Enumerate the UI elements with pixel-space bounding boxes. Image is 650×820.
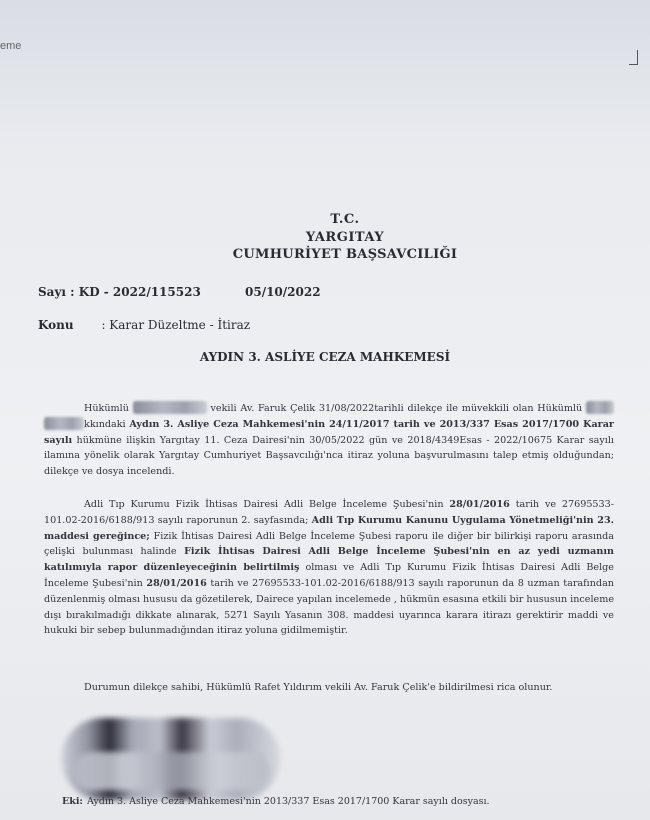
subject-line [38, 318, 250, 332]
subject-label: Konu [38, 318, 74, 332]
subject-value: : Karar Düzeltme - İtiraz [101, 318, 251, 332]
p1-a: Hükümlü [84, 403, 129, 414]
p2-b: 28/01/2016 [449, 499, 510, 510]
header-tc: T.C. [330, 212, 360, 227]
redacted-signature-block-lower [72, 752, 270, 790]
corner-mark [629, 50, 638, 65]
redacted-name [44, 417, 84, 430]
p1-d: Aydın 3. Asliye Ceza Mahkemesi'nin 24/11/2017 tarih ve 2013/337 Esas 2017/1700 Karar sayılı [44, 418, 614, 446]
p2-a: Adli Tıp Kurumu Fizik İhtisas Dairesi Adli Belge İnceleme Şubesi'nin [84, 499, 444, 510]
p2-i: tarih ve 27695533-101.02-2016/6188/913 sayılı raporunun da 8 uzman tarafından düzenlenmiş olması hususu da gözetilerek, Dairece yapılan incelemede , hükmün esasına etkili bir hususun inceleme dışı bırakılmadığı dikkate alınarak, 5271 Sayılı Yasanın 308. maddesi uyarınca karara itirazı gerektirir maddi ve hukuki bir sebep bulunmadığından itiraz yoluna gidilmemiştir. [44, 577, 614, 637]
p2-f: Fizik İhtisas Dairesi Adli Belge İnceleme Şubesi'nin en az yedi uzmanın katılımıyla rapor düzenleyeceğinin belirtilmiş [44, 546, 614, 574]
p1-c: kkındaki [84, 418, 126, 430]
paragraph-3 [44, 680, 614, 696]
paragraph-2 [44, 497, 614, 639]
p2-c: tarih ve 27695533-101.02-2016/6188/913 sayılı raporunun 2. sayfasında; [44, 499, 614, 526]
attachment-label: Eki: [62, 796, 83, 807]
header-yargitay: YARGITAY [305, 230, 385, 245]
attachment-line [62, 796, 490, 807]
p1-e: hükmüne ilişkin Yargıtay 11. Ceza Dairesi'nin 30/05/2022 gün ve 2018/4349Esas - 2022/10675 Karar sayılı ilamına yönelik olarak Yargıtay Cumhuriyet Başsavcılığı'nca itiraz yoluna başvurulmasını talep etmiş olduğundan; dilekçe ve dosya incelendi. [44, 434, 614, 478]
reference-date: 05/10/2022 [245, 285, 321, 299]
paragraph-1 [44, 401, 614, 480]
edge-text-fragment: eme [0, 40, 22, 52]
redacted-name [133, 401, 207, 414]
header-office: CUMHURİYET BAŞSAVCILIĞI [232, 247, 458, 262]
attachment-text: Aydın 3. Asliye Ceza Mahkemesi'nin 2013/337 Esas 2017/1700 Karar sayılı dosyası. [86, 796, 490, 807]
redacted-name [586, 401, 614, 414]
reference-line [38, 285, 321, 299]
p1-b: vekili Av. Faruk Çelik 31/08/2022tarihli dilekçe ile müvekkili olan Hükümlü [210, 403, 583, 414]
p2-g: olması ve Adli Tıp Kurumu Fizik İhtisas Dairesi Adli Belge İnceleme Şubesi'nin [44, 562, 614, 589]
p2-h: 28/01/2016 [146, 577, 207, 589]
reference-number: Sayı : KD - 2022/115523 [38, 285, 201, 299]
p2-d: Adli Tıp Kurumu Kanunu Uygulama Yönetmeliği'nin 23. maddesi gereğince; [44, 514, 614, 542]
p2-e: Fizik İhtisas Dairesi Adli Belge İnceleme Şubesi raporu ile diğer bir bilirkişi raporu arasında çelişki bulunması halinde [44, 530, 614, 558]
p3-text: Durumun dilekçe sahibi, Hükümlü Rafet Yıldırım vekili Av. Faruk Çelik'e bildirilmesi rica olunur. [84, 682, 553, 693]
court-title: AYDIN 3. ASLİYE CEZA MAHKEMESİ [199, 350, 451, 364]
